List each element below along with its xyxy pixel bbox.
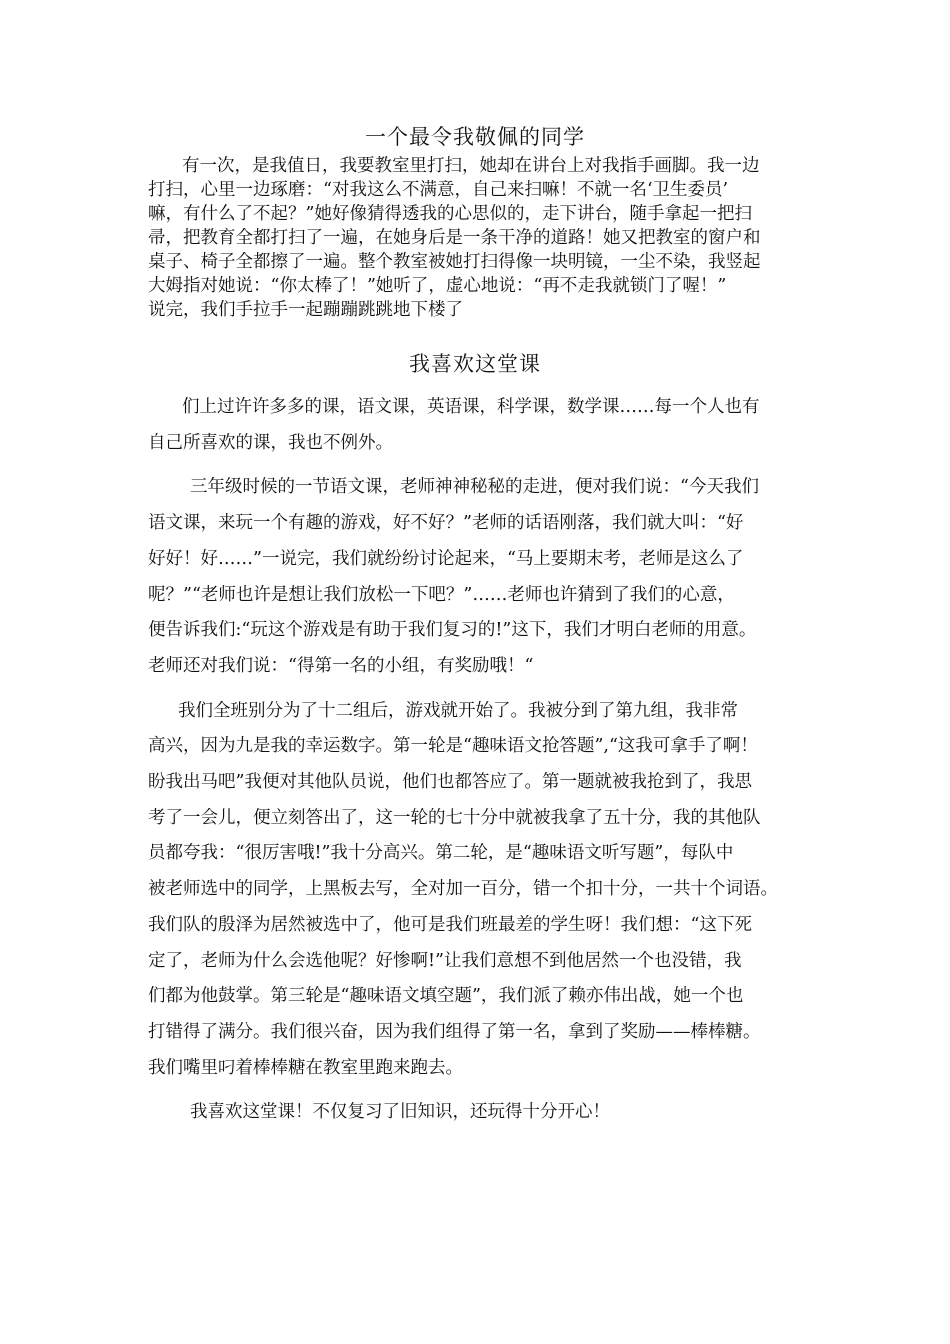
text-line: 呢？”“老师也许是想让我们放松一下吧？”……老师也许猜到了我们的心意， <box>148 584 735 605</box>
text-line: 高兴，因为九是我的幸运数字。第一轮是“趣味语文抢答题”,“这我可拿手了啊！ <box>148 736 758 757</box>
text-line: 桌子、椅子全都擦了一遍。整个教室被她打扫得像一块明镜，一尘不染，我竖起 <box>148 252 761 272</box>
text-line: 好好！好……”一说完，我们就纷纷讨论起来，“马上要期末考，老师是这么了 <box>148 548 744 569</box>
text-line: 考了一会儿，便立刻答出了，这一轮的七十分中就被我拿了五十分，我的其他队 <box>148 807 761 828</box>
text-line: 我们全班别分为了十二组后，游戏就开始了。我被分到了第九组，我非常 <box>178 700 738 721</box>
text-line: 定了，老师为什么会选他呢？好惨啊!”让我们意想不到他居然一个也没错，我 <box>148 950 742 971</box>
text-line: 员都夸我：“很厉害哦!”我十分高兴。第二轮，是“趣味语文听写题”，每队中 <box>148 843 734 864</box>
text-line: 打扫，心里一边琢磨：“对我这么不满意，自己来扫嘛！不就一名‘卫生委员’ <box>148 180 729 200</box>
text-line: 嘛，有什么了不起？”她好像猜得透我的心思似的，走下讲台，随手拿起一把扫 <box>148 204 752 224</box>
text-line: 说完，我们手拉手一起蹦蹦跳跳地下楼了 <box>148 300 463 320</box>
text-line: 我们队的殷泽为居然被选中了，他可是我们班最差的学生呀！我们想：“这下死 <box>148 914 752 935</box>
text-line: 语文课，来玩一个有趣的游戏，好不好？”老师的话语刚落，我们就大叫：“好 <box>148 513 744 534</box>
text-line: 打错得了满分。我们很兴奋，因为我们组得了第一名，拿到了奖励——棒棒糖。 <box>148 1021 761 1042</box>
text-line: 盼我出马吧”我便对其他队员说，他们也都答应了。第一题就被我抢到了，我思 <box>148 772 752 793</box>
paragraph-intro <box>148 390 808 461</box>
text-line: 被老师选中的同学，上黑板去写，全对加一百分，错一个扣十分，一共十个词语。 <box>148 879 778 900</box>
paragraph-game-rounds <box>148 694 808 1087</box>
title-i-like-this-class: 我喜欢这堂课 <box>409 352 541 376</box>
paragraph-conclusion <box>148 1095 808 1131</box>
title-most-admired-classmate: 一个最令我敬佩的同学 <box>365 125 585 149</box>
essay-body <box>148 390 808 1131</box>
text-line: 大姆指对她说：“你太棒了！”她听了，虚心地说：“再不走我就锁门了喔！” <box>148 276 727 296</box>
text-line: 我喜欢这堂课！不仅复习了旧知识，还玩得十分开心！ <box>190 1102 610 1123</box>
paragraph-teacher-game <box>148 470 808 684</box>
text-line: 们上过许许多多的课，语文课，英语课，科学课，数学课……每一个人也有 <box>182 397 760 417</box>
paragraph-duty-story <box>148 154 808 322</box>
text-line: 自己所喜欢的课，我也不例外。 <box>148 432 393 453</box>
text-line: 我们嘴里叼着棒棒糖在教室里跑来跑去。 <box>148 1057 463 1078</box>
text-line: 帚，把教育全都打扫了一遍，在她身后是一条干净的道路！她又把教室的窗户和 <box>148 228 761 248</box>
text-line: 便告诉我们:“玩这个游戏是有助于我们复习的!”这下，我们才明白老师的用意。 <box>148 620 757 641</box>
text-line: 们都为他鼓掌。第三轮是“趣味语文填空题”，我们派了赖亦伟出战，她一个也 <box>148 986 744 1007</box>
text-line: 老师还对我们说：“得第一名的小组，有奖励哦！“ <box>148 655 534 676</box>
text-line: 三年级时候的一节语文课，老师神神秘秘的走进，便对我们说：“今天我们 <box>190 477 759 498</box>
text-line: 有一次，是我值日，我要教室里打扫，她却在讲台上对我指手画脚。我一边 <box>182 156 760 176</box>
